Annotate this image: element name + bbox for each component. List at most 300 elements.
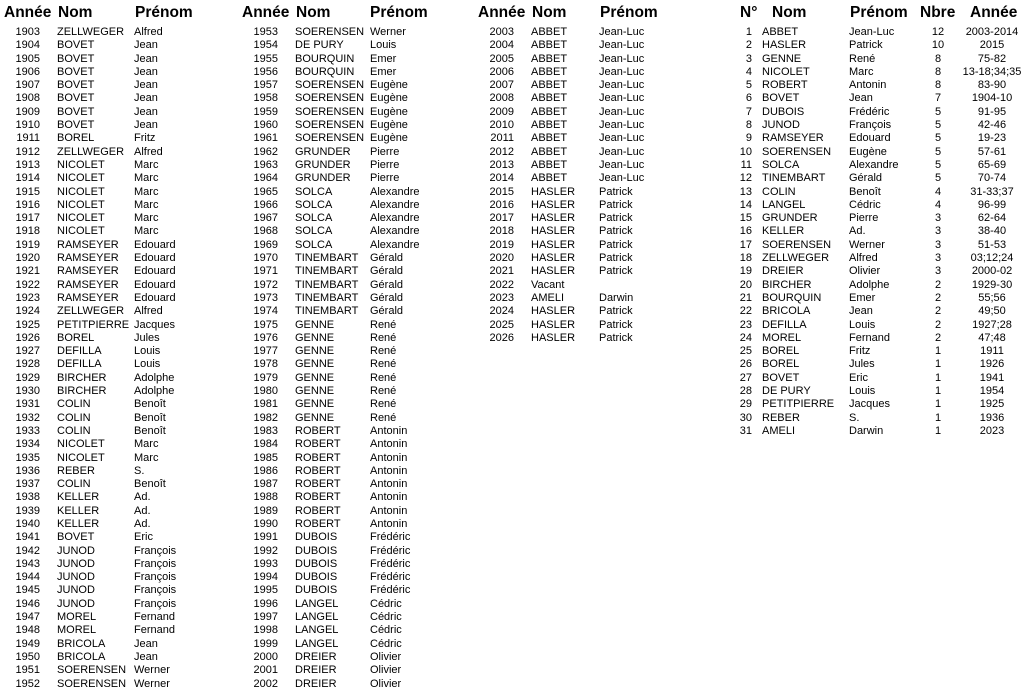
cell-nom: NICOLET bbox=[57, 212, 105, 225]
cell-rank: 8 bbox=[745, 119, 752, 132]
cell-nom: ZELLWEGER bbox=[57, 145, 125, 158]
cell-prenom: Jean-Luc bbox=[599, 132, 645, 145]
cell-years: 2015 bbox=[979, 39, 1005, 52]
header-numero: N° bbox=[740, 4, 758, 21]
cell-nom: JUNOD bbox=[57, 544, 95, 557]
cell-year: 1912 bbox=[15, 145, 40, 158]
cell-year: 1924 bbox=[15, 305, 40, 318]
cell-nom: JUNOD bbox=[57, 557, 95, 570]
cell-years: 51-53 bbox=[977, 238, 1007, 251]
cell-count: 2 bbox=[934, 305, 942, 318]
cell-count: 3 bbox=[934, 265, 942, 278]
cell-nom: BRICOLA bbox=[57, 637, 106, 650]
cell-nom: ZELLWEGER bbox=[57, 26, 125, 38]
cell-prenom: Gérald bbox=[370, 278, 404, 291]
cell-prenom: Antonin bbox=[849, 79, 887, 92]
cell-nom: HASLER bbox=[531, 252, 576, 265]
cell-year: 1978 bbox=[253, 358, 278, 371]
cell-year: 1954 bbox=[253, 39, 278, 52]
cell-nom: ABBET bbox=[531, 39, 568, 52]
cell-count: 7 bbox=[934, 92, 942, 105]
cell-prenom: Eugène bbox=[370, 119, 408, 132]
cell-prenom: Marc bbox=[134, 225, 159, 238]
cell-prenom: René bbox=[370, 411, 397, 424]
cell-year: 2015 bbox=[489, 185, 514, 198]
cell-nom: HASLER bbox=[531, 212, 576, 225]
cell-nom: LANGEL bbox=[295, 611, 339, 624]
cell-year: 1953 bbox=[253, 26, 278, 38]
cell-prenom: François bbox=[134, 597, 177, 610]
cell-year: 2000 bbox=[253, 650, 278, 663]
cell-nom: BOVET bbox=[57, 52, 95, 65]
cell-nom: BOURQUIN bbox=[295, 65, 355, 78]
header-annee: Année bbox=[4, 4, 52, 21]
cell-year: 2011 bbox=[490, 132, 514, 145]
cell-count: 8 bbox=[934, 52, 942, 65]
cell-nom: BRICOLA bbox=[762, 305, 811, 318]
cell-years: 91-95 bbox=[977, 105, 1007, 118]
cell-year: 1945 bbox=[15, 584, 40, 597]
cell-year: 1928 bbox=[15, 358, 40, 371]
cell-years: 83-90 bbox=[977, 79, 1007, 92]
cell-years: 47;48 bbox=[978, 331, 1006, 344]
cell-rank: 24 bbox=[739, 331, 752, 344]
cell-nom: DUBOIS bbox=[295, 544, 338, 557]
cell-nom: SOLCA bbox=[295, 198, 333, 211]
cell-count: 3 bbox=[934, 252, 942, 265]
cell-nom: ABBET bbox=[531, 145, 568, 158]
cell-prenom: Benoît bbox=[134, 424, 166, 437]
cell-nom: RAMSEYER bbox=[57, 252, 119, 265]
cell-year: 1938 bbox=[15, 491, 40, 504]
cell-prenom: Cédric bbox=[370, 611, 402, 624]
cell-prenom: Gérald bbox=[370, 305, 404, 318]
cell-prenom: Jean-Luc bbox=[849, 26, 895, 38]
cell-year: 1919 bbox=[15, 238, 40, 251]
cell-nom: TINEMBART bbox=[295, 252, 359, 265]
cell-year: 2010 bbox=[489, 119, 514, 132]
cell-year: 2016 bbox=[489, 198, 514, 211]
cell-years: 75-82 bbox=[977, 52, 1007, 65]
cell-nom: NICOLET bbox=[57, 185, 105, 198]
cell-nom: HASLER bbox=[531, 331, 576, 344]
cell-count: 8 bbox=[934, 65, 942, 78]
cell-years: 1954 bbox=[979, 385, 1005, 398]
cell-nom: DUBOIS bbox=[295, 531, 338, 544]
cell-nom: KELLER bbox=[57, 517, 100, 530]
cell-prenom: Jean-Luc bbox=[599, 105, 645, 118]
cell-prenom: Cédric bbox=[849, 198, 881, 211]
header-annee: Année bbox=[242, 4, 290, 21]
cell-nom: DREIER bbox=[295, 664, 337, 677]
cell-nom: BOURQUIN bbox=[762, 291, 822, 304]
cell-year: 2022 bbox=[489, 278, 514, 291]
header-nom: Nom bbox=[58, 4, 93, 21]
cell-prenom: Frédéric bbox=[370, 571, 411, 584]
cell-prenom: Frédéric bbox=[370, 557, 411, 570]
cell-prenom: Patrick bbox=[599, 305, 633, 318]
cell-nom: PETITPIERRE bbox=[762, 398, 835, 411]
cell-nom: BOVET bbox=[57, 119, 95, 132]
cell-rank: 14 bbox=[739, 198, 752, 211]
cell-nom: JUNOD bbox=[57, 597, 95, 610]
cell-year: 1991 bbox=[253, 531, 278, 544]
cell-prenom: Eugène bbox=[370, 105, 408, 118]
cell-year: 1941 bbox=[15, 531, 40, 544]
cell-year: 1958 bbox=[253, 92, 278, 105]
cell-year: 1907 bbox=[15, 79, 40, 92]
header-annee: Année bbox=[478, 4, 526, 21]
cell-year: 2024 bbox=[489, 305, 514, 318]
cell-years: 1927;28 bbox=[972, 318, 1012, 331]
cell-prenom: Alexandre bbox=[370, 185, 420, 198]
cell-prenom: Patrick bbox=[599, 331, 633, 344]
cell-prenom: Jean bbox=[134, 65, 158, 78]
cell-prenom: Jules bbox=[849, 358, 875, 371]
cell-year: 1975 bbox=[253, 318, 278, 331]
cell-prenom: Emer bbox=[370, 65, 397, 78]
cell-prenom: Jean-Luc bbox=[599, 79, 645, 92]
cell-prenom: Eugène bbox=[370, 132, 408, 145]
cell-nom: DREIER bbox=[295, 677, 337, 690]
cell-nom: KELLER bbox=[57, 491, 100, 504]
cell-prenom: Edouard bbox=[849, 132, 891, 145]
cell-nom: TINEMBART bbox=[295, 265, 359, 278]
cell-prenom: Antonin bbox=[370, 451, 408, 464]
cell-nom: RAMSEYER bbox=[57, 238, 119, 251]
cell-prenom: Alfred bbox=[134, 305, 163, 318]
cell-years: 49;50 bbox=[978, 305, 1006, 318]
cell-year: 1974 bbox=[253, 305, 278, 318]
cell-prenom: Eugène bbox=[370, 79, 408, 92]
cell-nom: SOERENSEN bbox=[295, 132, 365, 145]
cell-year: 1993 bbox=[253, 557, 278, 570]
header-nom: Nom bbox=[532, 4, 567, 21]
cell-nom: BOVET bbox=[57, 92, 95, 105]
cell-count: 1 bbox=[934, 358, 942, 371]
cell-nom: BOVET bbox=[762, 92, 800, 105]
cell-prenom: Marc bbox=[134, 158, 159, 171]
cell-rank: 26 bbox=[739, 358, 752, 371]
cell-nom: BOURQUIN bbox=[295, 52, 355, 65]
cell-nom: Vacant bbox=[531, 278, 565, 291]
cell-count: 1 bbox=[934, 385, 942, 398]
cell-nom: SOLCA bbox=[295, 185, 333, 198]
cell-year: 1989 bbox=[253, 504, 278, 517]
cell-rank: 22 bbox=[739, 305, 752, 318]
cell-nom: DEFILLA bbox=[762, 318, 807, 331]
cell-prenom: François bbox=[134, 557, 177, 570]
cell-year: 2005 bbox=[489, 52, 514, 65]
cell-nom: COLIN bbox=[57, 424, 91, 437]
cell-prenom: Alfred bbox=[849, 252, 878, 265]
cell-year: 1998 bbox=[253, 624, 278, 637]
cell-years: 2023 bbox=[979, 424, 1005, 437]
cell-prenom: Pierre bbox=[370, 158, 400, 171]
cell-nom: ABBET bbox=[531, 26, 568, 38]
cell-years: 1926 bbox=[979, 358, 1005, 371]
cell-year: 2001 bbox=[253, 664, 278, 677]
cell-nom: BOVET bbox=[57, 65, 95, 78]
cell-nom: RAMSEYER bbox=[762, 132, 824, 145]
cell-nom: ROBERT bbox=[295, 504, 341, 517]
cell-prenom: Frédéric bbox=[849, 105, 890, 118]
cell-nom: SOERENSEN bbox=[57, 664, 127, 677]
cell-year: 1957 bbox=[253, 79, 278, 92]
cell-prenom: Patrick bbox=[599, 252, 633, 265]
cell-prenom: Antonin bbox=[370, 438, 408, 451]
cell-year: 1933 bbox=[15, 424, 40, 437]
cell-nom: ROBERT bbox=[295, 491, 341, 504]
cell-year: 1944 bbox=[15, 571, 40, 584]
cell-prenom: Olivier bbox=[370, 650, 402, 663]
cell-rank: 12 bbox=[739, 172, 752, 185]
cell-nom: ABBET bbox=[531, 132, 568, 145]
cell-year: 1961 bbox=[253, 132, 278, 145]
cell-years: 2003-2014 bbox=[965, 26, 1019, 38]
cell-year: 2014 bbox=[489, 172, 514, 185]
cell-year: 1947 bbox=[15, 611, 40, 624]
cell-prenom: Adolphe bbox=[134, 371, 175, 384]
cell-year: 1925 bbox=[15, 318, 40, 331]
cell-prenom: Jules bbox=[134, 331, 160, 344]
cell-year: 1916 bbox=[15, 198, 40, 211]
cell-nom: COLIN bbox=[57, 478, 91, 491]
cell-years: 1936 bbox=[979, 411, 1005, 424]
cell-prenom: Darwin bbox=[849, 424, 884, 437]
cell-year: 1931 bbox=[15, 398, 40, 411]
cell-prenom: Jean bbox=[134, 105, 158, 118]
cell-count: 2 bbox=[934, 331, 942, 344]
cell-nom: ZELLWEGER bbox=[762, 252, 830, 265]
cell-rank: 5 bbox=[745, 79, 752, 92]
cell-year: 1968 bbox=[253, 225, 278, 238]
cell-rank: 25 bbox=[739, 345, 752, 358]
cell-years: 65-69 bbox=[977, 158, 1007, 171]
cell-nom: NICOLET bbox=[57, 158, 105, 171]
cell-year: 2003 bbox=[489, 26, 514, 38]
cell-prenom: Alfred bbox=[134, 145, 163, 158]
cell-nom: RAMSEYER bbox=[57, 291, 119, 304]
cell-prenom: Jean-Luc bbox=[599, 172, 645, 185]
cell-year: 1942 bbox=[15, 544, 40, 557]
cell-year: 1915 bbox=[15, 185, 40, 198]
cell-year: 2017 bbox=[489, 212, 514, 225]
cell-years: 2000-02 bbox=[971, 265, 1013, 278]
cell-count: 1 bbox=[934, 424, 942, 437]
cell-prenom: Jean bbox=[849, 305, 873, 318]
cell-count: 3 bbox=[934, 238, 942, 251]
cell-count: 5 bbox=[934, 145, 942, 158]
cell-year: 1955 bbox=[253, 52, 278, 65]
cell-nom: GENNE bbox=[295, 358, 335, 371]
cell-year: 1903 bbox=[15, 26, 40, 38]
cell-nom: BOVET bbox=[57, 105, 95, 118]
cell-prenom: René bbox=[370, 398, 397, 411]
cell-nom: JUNOD bbox=[57, 584, 95, 597]
cell-year: 1906 bbox=[15, 65, 40, 78]
cell-year: 1983 bbox=[253, 424, 278, 437]
cell-rank: 11 bbox=[740, 158, 752, 171]
cell-nom: NICOLET bbox=[57, 172, 105, 185]
cell-year: 1976 bbox=[253, 331, 278, 344]
cell-nom: ABBET bbox=[531, 119, 568, 132]
cell-prenom: Alexandre bbox=[370, 198, 420, 211]
cell-nom: ROBERT bbox=[295, 517, 341, 530]
cell-rank: 23 bbox=[739, 318, 752, 331]
cell-nom: PETITPIERRE bbox=[57, 318, 130, 331]
cell-prenom: Pierre bbox=[370, 145, 400, 158]
cell-year: 2020 bbox=[489, 252, 514, 265]
cell-count: 5 bbox=[934, 119, 942, 132]
cell-prenom: Marc bbox=[134, 172, 159, 185]
cell-prenom: Alexandre bbox=[370, 238, 420, 251]
cell-count: 2 bbox=[934, 291, 942, 304]
cell-rank: 28 bbox=[739, 385, 752, 398]
cell-nom: SOERENSEN bbox=[295, 79, 365, 92]
cell-prenom: Alfred bbox=[134, 26, 163, 38]
cell-nom: HASLER bbox=[762, 39, 807, 52]
cell-nom: GRUNDER bbox=[295, 158, 351, 171]
cell-year: 1997 bbox=[253, 611, 278, 624]
cell-prenom: Jean bbox=[134, 92, 158, 105]
cell-nom: NICOLET bbox=[762, 65, 810, 78]
cell-nom: ABBET bbox=[531, 65, 568, 78]
cell-prenom: Edouard bbox=[134, 291, 176, 304]
cell-rank: 27 bbox=[739, 371, 752, 384]
cell-prenom: Louis bbox=[849, 385, 876, 398]
cell-prenom: Cédric bbox=[370, 624, 402, 637]
header-nom: Nom bbox=[296, 4, 331, 21]
cell-prenom: Edouard bbox=[134, 278, 176, 291]
cell-prenom: Patrick bbox=[599, 238, 633, 251]
cell-year: 1962 bbox=[253, 145, 278, 158]
cell-nom: ABBET bbox=[531, 105, 568, 118]
header-annee: Année bbox=[970, 4, 1018, 21]
cell-count: 5 bbox=[934, 105, 942, 118]
cell-count: 10 bbox=[931, 39, 945, 52]
cell-rank: 30 bbox=[739, 411, 752, 424]
cell-nom: RAMSEYER bbox=[57, 265, 119, 278]
cell-count: 1 bbox=[934, 371, 942, 384]
cell-year: 1929 bbox=[15, 371, 40, 384]
cell-count: 3 bbox=[934, 225, 942, 238]
cell-prenom: Jacques bbox=[849, 398, 890, 411]
cell-prenom: Jean-Luc bbox=[599, 26, 645, 38]
cell-nom: NICOLET bbox=[57, 225, 105, 238]
cell-prenom: Ad. bbox=[134, 504, 151, 517]
cell-years: 1904-10 bbox=[971, 92, 1013, 105]
cell-prenom: Benoît bbox=[134, 411, 166, 424]
cell-prenom: Marc bbox=[134, 185, 159, 198]
cell-year: 1996 bbox=[253, 597, 278, 610]
cell-prenom: Patrick bbox=[599, 265, 633, 278]
cell-prenom: S. bbox=[134, 464, 145, 477]
cell-prenom: Alexandre bbox=[849, 158, 899, 171]
cell-nom: DUBOIS bbox=[295, 557, 338, 570]
cell-year: 1935 bbox=[15, 451, 40, 464]
cell-prenom: Benoît bbox=[134, 398, 166, 411]
cell-prenom: Adolphe bbox=[134, 385, 175, 398]
cell-rank: 1 bbox=[745, 26, 752, 38]
cell-prenom: Emer bbox=[849, 291, 876, 304]
cell-nom: ABBET bbox=[531, 52, 568, 65]
cell-year: 1913 bbox=[15, 158, 40, 171]
cell-year: 1988 bbox=[253, 491, 278, 504]
cell-nom: BIRCHER bbox=[57, 371, 107, 384]
cell-nom: BIRCHER bbox=[57, 385, 107, 398]
cell-year: 2008 bbox=[489, 92, 514, 105]
cell-year: 1995 bbox=[253, 584, 278, 597]
cell-rank: 31 bbox=[739, 424, 752, 437]
cell-prenom: Louis bbox=[134, 358, 161, 371]
cell-prenom: François bbox=[134, 571, 177, 584]
cell-prenom: Marc bbox=[134, 451, 159, 464]
cell-year: 2012 bbox=[489, 145, 514, 158]
cell-year: 1971 bbox=[253, 265, 278, 278]
cell-year: 1937 bbox=[15, 478, 40, 491]
cell-nom: RAMSEYER bbox=[57, 278, 119, 291]
cell-year: 1980 bbox=[253, 385, 278, 398]
cell-years: 57-61 bbox=[977, 145, 1007, 158]
cell-nom: GENNE bbox=[295, 411, 335, 424]
cell-prenom: Antonin bbox=[370, 491, 408, 504]
cell-nom: GENNE bbox=[295, 385, 335, 398]
cell-year: 1964 bbox=[253, 172, 278, 185]
cell-count: 3 bbox=[934, 212, 942, 225]
cell-prenom: Fernand bbox=[134, 624, 175, 637]
cell-year: 1979 bbox=[253, 371, 278, 384]
cell-prenom: Jean bbox=[134, 39, 158, 52]
cell-count: 5 bbox=[934, 158, 942, 171]
cell-nom: KELLER bbox=[762, 225, 805, 238]
cell-nom: DEFILLA bbox=[57, 358, 102, 371]
cell-nom: BOREL bbox=[57, 132, 95, 145]
cell-prenom: Eric bbox=[849, 371, 868, 384]
cell-prenom: Alexandre bbox=[370, 212, 420, 225]
cell-rank: 21 bbox=[739, 291, 752, 304]
cell-nom: MOREL bbox=[57, 611, 97, 624]
cell-prenom: Jean-Luc bbox=[599, 65, 645, 78]
cell-count: 4 bbox=[934, 198, 942, 211]
cell-year: 2006 bbox=[489, 65, 514, 78]
cell-prenom: Louis bbox=[370, 39, 397, 52]
cell-prenom: Patrick bbox=[599, 212, 633, 225]
cell-year: 1930 bbox=[15, 385, 40, 398]
cell-year: 2019 bbox=[489, 238, 514, 251]
cell-nom: HASLER bbox=[531, 185, 576, 198]
header-nom: Nom bbox=[772, 4, 807, 21]
cell-years: 13-18;34;35 bbox=[962, 65, 1022, 78]
cell-rank: 2 bbox=[745, 39, 752, 52]
cell-year: 1992 bbox=[253, 544, 278, 557]
cell-year: 1956 bbox=[253, 65, 278, 78]
cell-nom: GENNE bbox=[295, 398, 335, 411]
cell-year: 1990 bbox=[253, 517, 278, 530]
cell-prenom: Werner bbox=[370, 26, 406, 38]
cell-prenom: Louis bbox=[849, 318, 876, 331]
cell-nom: SOERENSEN bbox=[295, 26, 365, 38]
cell-prenom: Marc bbox=[134, 198, 159, 211]
cell-nom: TINEMBART bbox=[295, 278, 359, 291]
cell-prenom: Darwin bbox=[599, 291, 634, 304]
cell-prenom: Jean-Luc bbox=[599, 145, 645, 158]
cell-nom: GENNE bbox=[295, 371, 335, 384]
cell-year: 2009 bbox=[489, 105, 514, 118]
cell-nom: AMELI bbox=[762, 424, 796, 437]
cell-prenom: Frédéric bbox=[370, 584, 411, 597]
cell-prenom: Eric bbox=[134, 531, 153, 544]
